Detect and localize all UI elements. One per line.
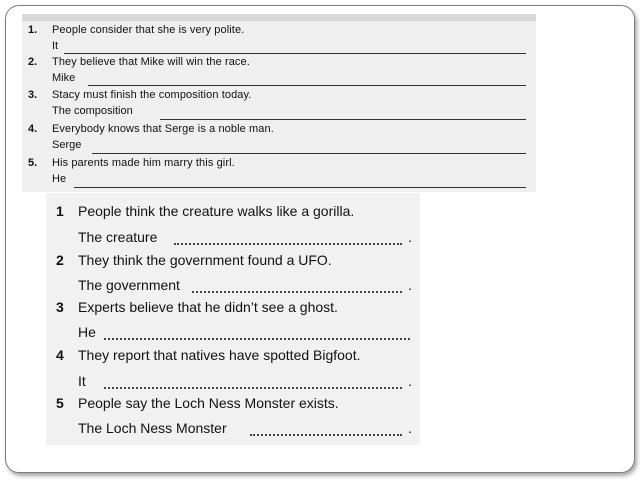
item-sentence: His parents made him marry this girl. — [52, 157, 235, 169]
item-subject: Serge — [52, 139, 82, 151]
end-period: . — [408, 229, 412, 245]
item-sentence: People think the creature walks like a gorilla. — [78, 203, 355, 219]
answer-dots[interactable] — [192, 291, 402, 293]
item-number: 4. — [28, 123, 38, 135]
item-number: 5 — [56, 395, 64, 411]
item-subject: Mike — [52, 72, 76, 84]
answer-dots[interactable] — [250, 434, 402, 436]
item-subject: The creature — [78, 229, 158, 245]
item-sentence: Stacy must finish the composition today. — [52, 89, 252, 101]
exercise-2-scan — [46, 193, 420, 445]
answer-line[interactable] — [74, 187, 526, 188]
item-subject: It — [78, 373, 86, 389]
item-sentence: Everybody knows that Serge is a noble man. — [52, 123, 274, 135]
item-subject: The composition — [52, 105, 133, 117]
answer-line[interactable] — [92, 153, 526, 154]
item-number: 2 — [56, 252, 64, 268]
item-subject: He — [52, 173, 67, 185]
item-number: 5. — [28, 157, 38, 169]
item-number: 3 — [56, 299, 64, 315]
answer-dots[interactable] — [174, 243, 402, 245]
item-number: 1 — [56, 203, 64, 219]
item-sentence: People consider that she is very polite. — [52, 24, 245, 36]
item-number: 4 — [56, 347, 64, 363]
item-sentence: They believe that Mike will win the race. — [52, 56, 250, 68]
end-period: . — [408, 277, 412, 293]
answer-line[interactable] — [160, 119, 526, 120]
item-sentence: Experts believe that he didn’t see a ghost. — [78, 299, 338, 315]
answer-dots[interactable] — [104, 387, 402, 389]
end-period: . — [408, 373, 412, 389]
item-subject: The government — [78, 277, 180, 293]
item-subject: The Loch Ness Monster — [78, 420, 227, 436]
scan-top-strip — [22, 14, 536, 21]
answer-dots[interactable] — [104, 338, 410, 340]
item-subject: It — [52, 40, 59, 52]
item-subject: He — [78, 324, 96, 340]
answer-line[interactable] — [64, 53, 526, 54]
item-sentence: They think the government found a UFO. — [78, 252, 332, 268]
exercise-1-scan — [22, 14, 536, 192]
item-sentence: People say the Loch Ness Monster exists. — [78, 395, 339, 411]
item-number: 2. — [28, 56, 38, 68]
item-number: 3. — [28, 89, 38, 101]
answer-line[interactable] — [88, 85, 526, 86]
end-period: . — [408, 420, 412, 436]
item-number: 1. — [28, 24, 38, 36]
item-sentence: They report that natives have spotted Bigfoot. — [78, 347, 361, 363]
